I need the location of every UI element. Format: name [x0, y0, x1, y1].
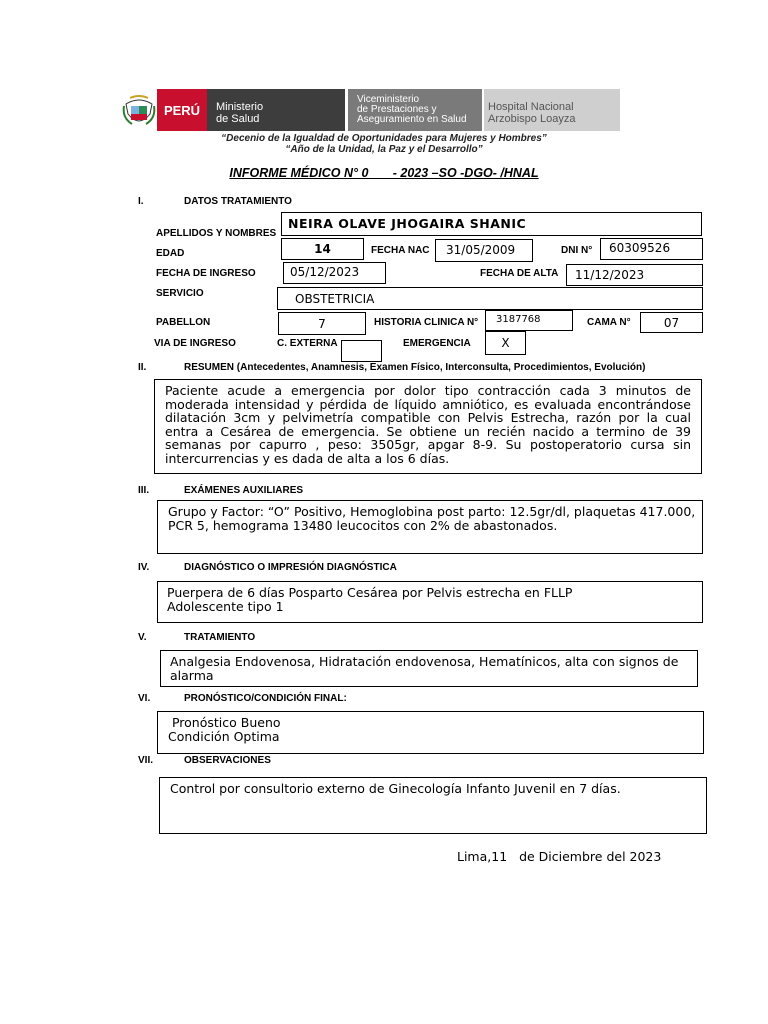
- bed-value: 07: [663, 316, 680, 330]
- diagnosis-line-2: Adolescente tipo 1: [167, 599, 284, 614]
- pavilion-field[interactable]: [278, 312, 366, 335]
- age-label: EDAD: [156, 248, 185, 259]
- viceministerio-block: [348, 89, 482, 131]
- vice-line-2: de Prestaciones y: [357, 104, 437, 115]
- section-1-number: I.: [138, 196, 144, 207]
- record-label: HISTORIA CLINICA N°: [374, 317, 479, 328]
- admission-value: 05/12/2023: [290, 265, 360, 279]
- observations-text: Control por consultorio externo de Ginecología Infanto Juvenil en 7 días.: [170, 781, 621, 796]
- summary-text: Paciente acude a emergencia por dolor tipo contracción cada 3 minutos de moderada intensidad y pérdida de líquido amniótico, es evaluada encontrándose dilatación 3cm y pelvimetría compatible con Pelvis Estrecha, razón por la cual entra a Cesárea de emergencia. Se obtiene un recién nacido a termino de 39 semanas por capurro , peso: 3505gr, apgar 8-9. Su postoperatorio cursa sin intercurrencias y es dada de alta a los 6 días.: [165, 383, 691, 466]
- ministerio-line-2: de Salud: [216, 113, 260, 125]
- motto-line-1: “Decenio de la Igualdad de Oportunidades para Mujeres y Hombres”: [221, 133, 547, 144]
- section-5-number: V.: [138, 632, 147, 643]
- treatment-box[interactable]: [160, 650, 698, 687]
- admission-field[interactable]: [283, 262, 386, 284]
- section-5-title: TRATAMIENTO: [184, 632, 256, 643]
- prognosis-box[interactable]: [157, 711, 704, 754]
- hospital-line-1: Hospital Nacional: [488, 101, 574, 113]
- ministerio-block: [207, 89, 345, 131]
- emergency-mark: X: [501, 336, 510, 350]
- names-value: NEIRA OLAVE JHOGAIRA SHANIC: [288, 216, 527, 231]
- section-6-title: PRONÓSTICO/CONDICIÓN FINAL:: [184, 693, 347, 704]
- discharge-field[interactable]: [566, 264, 703, 286]
- service-value: OBSTETRICIA: [295, 292, 375, 306]
- diagnosis-box[interactable]: [157, 581, 703, 623]
- hospital-line-2: Arzobispo Loayza: [488, 113, 576, 125]
- names-field[interactable]: [281, 212, 702, 236]
- pavilion-label: PABELLON: [156, 317, 211, 328]
- pavilion-value: 7: [318, 317, 326, 331]
- prognosis-line-1: Pronóstico Bueno: [168, 715, 281, 730]
- section-4-number: IV.: [138, 562, 150, 573]
- exams-box[interactable]: [157, 500, 703, 554]
- peru-label: PERÚ: [163, 102, 201, 118]
- admission-label: FECHA DE INGRESO: [156, 268, 256, 279]
- section-3-title: EXÁMENES AUXILIARES: [184, 485, 304, 496]
- vice-line-1: Viceministerio: [357, 94, 420, 105]
- treatment-text: Analgesia Endovenosa, Hidratación endovenosa, Hematínicos, alta con signos de alarma: [170, 654, 679, 683]
- section-2-title: RESUMEN (Antecedentes, Anamnesis, Examen Físico, Interconsulta, Procedimientos, Evolución): [184, 362, 646, 373]
- hospital-block: [484, 89, 620, 131]
- service-field[interactable]: [277, 287, 703, 310]
- prognosis-line-2: Condición Optima: [168, 729, 280, 744]
- section-3-number: III.: [138, 485, 150, 496]
- section-4-title: DIAGNÓSTICO O IMPRESIÓN DIAGNÓSTICA: [184, 562, 397, 573]
- place-date: Lima,11 de Diciembre del 2023: [457, 849, 662, 864]
- birth-field[interactable]: [435, 239, 533, 262]
- birth-value: 31/05/2009: [446, 243, 516, 257]
- vice-line-3: Aseguramiento en Salud: [357, 114, 467, 125]
- service-label: SERVICIO: [156, 288, 204, 299]
- age-field[interactable]: [281, 238, 364, 260]
- age-value: 14: [314, 242, 331, 256]
- emergency-checkbox[interactable]: [485, 331, 526, 355]
- dni-label: DNI N°: [561, 245, 593, 256]
- discharge-value: 11/12/2023: [575, 268, 645, 282]
- peru-brand-block: [157, 89, 207, 131]
- names-label: APELLIDOS Y NOMBRES: [156, 228, 277, 239]
- section-1-title: DATOS TRATAMIENTO: [184, 196, 292, 207]
- summary-box[interactable]: [154, 379, 702, 474]
- section-7-title: OBSERVACIONES: [184, 755, 271, 766]
- discharge-label: FECHA DE ALTA: [480, 268, 559, 279]
- dni-field[interactable]: [600, 238, 703, 260]
- section-7-number: VII.: [138, 755, 154, 766]
- birth-label: FECHA NAC: [371, 245, 430, 256]
- bed-field[interactable]: [640, 312, 703, 333]
- exams-text: Grupo y Factor: “O” Positivo, Hemoglobina post parto: 12.5gr/dl, plaquetas 417.000, PCR 5, hemograma 13480 leucocitos con 2% de abastonados.: [168, 504, 696, 533]
- report-title: INFORME MÉDICO N° 0 - 2023 –SO -DGO- /HNAL: [229, 166, 539, 180]
- section-6-number: VI.: [138, 693, 151, 704]
- record-value: 3187768: [496, 314, 541, 325]
- motto-line-2: “Año de la Unidad, la Paz y el Desarrollo”: [285, 144, 483, 155]
- coat-of-arms-icon: [122, 94, 156, 130]
- external-checkbox[interactable]: [341, 340, 382, 362]
- diagnosis-line-1: Puerpera de 6 días Posparto Cesárea por Pelvis estrecha en FLLP: [167, 585, 573, 600]
- ministerio-line-1: Ministerio: [216, 101, 264, 113]
- emergency-label: EMERGENCIA: [403, 338, 471, 349]
- external-label: C. EXTERNA: [277, 338, 338, 349]
- record-field[interactable]: [485, 310, 573, 331]
- bed-label: CAMA N°: [587, 317, 631, 328]
- dni-value: 60309526: [609, 241, 671, 255]
- entry-route-label: VIA DE INGRESO: [154, 338, 236, 349]
- observations-box[interactable]: [159, 777, 707, 834]
- section-2-number: II.: [138, 362, 147, 373]
